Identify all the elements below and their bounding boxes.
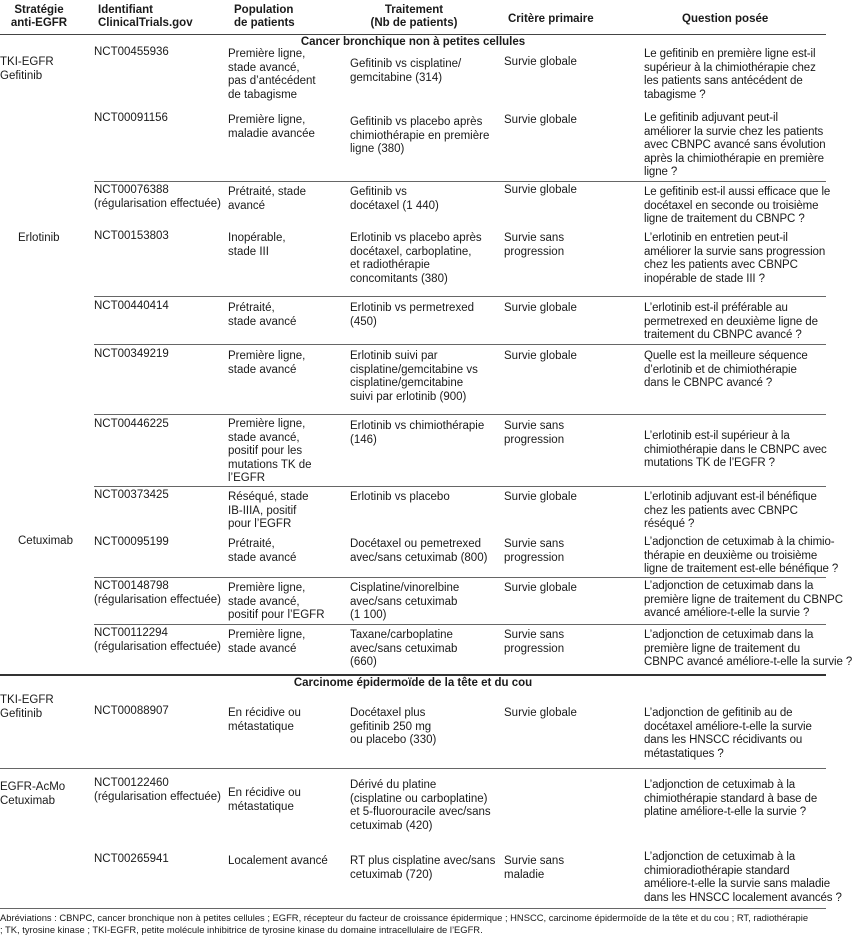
patient-population: Localement avancé	[228, 855, 328, 867]
treatment: Gefitinib vs docétaxel (1 440)	[350, 186, 439, 212]
trial-id: NCT00455936	[94, 46, 169, 58]
strategy-label: Erlotinib	[18, 232, 60, 244]
primary-endpoint: Survie globale	[504, 56, 577, 68]
primary-endpoint: Survie sans progression	[504, 629, 565, 655]
row-divider	[94, 344, 826, 345]
trial-id: NCT00088907	[94, 705, 169, 717]
research-question: L’erlotinib adjuvant est-il bénéfique chez les patients avec CBNPC réséqué ?	[644, 491, 817, 531]
primary-endpoint: Survie sans progression	[504, 538, 565, 564]
patient-population: Prétraité, stade avancé	[228, 186, 306, 212]
trial-id: NCT00153803	[94, 230, 169, 242]
treatment: Taxane/carboplatine avec/sans cetuximab (660)	[350, 629, 458, 669]
header-strategy: Stratégie anti-EGFR	[10, 4, 68, 29]
header-population: Population de patients	[234, 4, 295, 29]
patient-population: En récidive ou métastatique	[228, 787, 301, 813]
row-divider	[94, 414, 826, 415]
row-divider	[94, 486, 826, 487]
header-question: Question posée	[682, 13, 769, 25]
row-divider	[94, 624, 826, 625]
treatment: Gefitinib vs cisplatine/ gemcitabine (314)	[350, 58, 462, 84]
patient-population: Première ligne, stade avancé, pas d’antécédent de tabagisme	[228, 48, 316, 101]
footnote: Abréviations : CBNPC, cancer bronchique non à petites cellules ; EGFR, récepteur du facteur de croissance épidermique ; HNSCC, carcinome épidermoïde de la tête et du cou ; RT, radiothérapie ; TK, tyrosine kinase ; TKI-EGFR, petite molécule inhibitrice de tyrosine kinase du domaine intracellulaire de l’EGFR.	[0, 908, 826, 936]
treatment: Docétaxel ou pemetrexed avec/sans cetuximab (800)	[350, 538, 488, 564]
trial-id: NCT00373425	[94, 489, 169, 501]
patient-population: Première ligne, stade avancé, positif pour l’EGFR	[228, 582, 325, 622]
strategy-label: TKI-EGFR Gefitinib	[0, 694, 54, 720]
strategy-label: Cetuximab	[18, 535, 73, 547]
row-divider	[94, 577, 826, 578]
primary-endpoint: Survie sans progression	[504, 420, 565, 446]
research-question: Quelle est la meilleure séquence d’erlotinib et de chimiothérapie dans le CBNPC avancé ?	[644, 350, 808, 390]
treatment: Dérivé du platine (cisplatine ou carboplatine) et 5-fluorouracile avec/sans cetuximab (420)	[350, 779, 491, 832]
research-question: L’erlotinib en entretien peut-il améliorer la survie sans progression chez les patients avec CBNPC inopérable de stade III ?	[644, 232, 826, 285]
strategy-label: EGFR-AcMo Cetuximab	[0, 781, 66, 807]
treatment: Erlotinib suivi par cisplatine/gemcitabine vs cisplatine/gemcitabine suivi par erlotinib (900)	[350, 350, 478, 403]
treatment: Erlotinib vs permetrexed (450)	[350, 302, 474, 328]
strategy-label: TKI-EGFR Gefitinib	[0, 56, 54, 82]
trial-id: NCT00440414	[94, 300, 169, 312]
research-question: L’adjonction de cetuximab à la chimiothérapie standard à base de platine améliore-t-elle la survie ?	[644, 779, 818, 819]
patient-population: Prétraité, stade avancé	[228, 538, 297, 564]
primary-endpoint: Survie globale	[504, 184, 577, 196]
trial-id: NCT00095199	[94, 536, 169, 548]
header-identifier: Identifiant ClinicalTrials.gov	[98, 4, 193, 29]
trial-id: NCT00446225	[94, 418, 169, 430]
primary-endpoint: Survie globale	[504, 302, 577, 314]
primary-endpoint: Survie globale	[504, 707, 577, 719]
research-question: L’adjonction de cetuximab dans la première ligne de traitement du CBNPC avancé améliore-t-elle la survie ?	[644, 629, 852, 669]
patient-population: Première ligne, stade avancé	[228, 629, 306, 655]
research-question: Le gefitinib en première ligne est-il supérieur à la chimiothérapie chez les patients sans antécédent de tabagisme ?	[644, 48, 816, 101]
treatment: Docétaxel plus gefitinib 250 mg ou placebo (330)	[350, 707, 437, 747]
treatment: Gefitinib vs placebo après chimiothérapie en première ligne (380)	[350, 116, 490, 156]
section-title: Cancer bronchique non à petites cellules	[300, 36, 526, 48]
section-title: Carcinome épidermoïde de la tête et du cou	[293, 677, 533, 689]
treatment: Erlotinib vs placebo après docétaxel, carboplatine, et radiothérapie concomitants (380)	[350, 232, 482, 285]
research-question: Le gefitinib adjuvant peut-il améliorer la survie chez les patients avec CBNPC avancé sans évolution après la chimiothérapie en première ligne ?	[644, 112, 826, 179]
primary-endpoint: Survie sans progression	[504, 232, 565, 258]
row-divider	[94, 296, 826, 297]
trial-id: NCT00112294 (régularisation effectuée)	[94, 627, 221, 653]
patient-population: Réséqué, stade IB-IIIA, positif pour l’EGFR	[228, 491, 309, 531]
research-question: L’adjonction de gefitinib au de docétaxel améliore-t-elle la survie dans les HNSCC récidivants ou métastatiques ?	[644, 707, 812, 760]
section-divider	[0, 674, 826, 676]
patient-population: Première ligne, stade avancé	[228, 350, 306, 376]
primary-endpoint: Survie globale	[504, 582, 577, 594]
research-question: L’erlotinib est-il supérieur à la chimiothérapie dans le CBNPC avec mutations TK de l’EGFR ?	[644, 430, 827, 470]
patient-population: Prétraité, stade avancé	[228, 302, 297, 328]
patient-population: Première ligne, stade avancé, positif pour les mutations TK de l’EGFR	[228, 418, 312, 485]
patient-population: Première ligne, maladie avancée	[228, 114, 315, 140]
header-treatment: Traitement (Nb de patients)	[370, 4, 458, 29]
treatment: Erlotinib vs chimiothérapie (146)	[350, 420, 485, 446]
patient-population: Inopérable, stade III	[228, 232, 286, 258]
treatment: Erlotinib vs placebo	[350, 491, 450, 503]
research-question: L’adjonction de cetuximab dans la première ligne de traitement du CBNPC avancé améliore-t-elle la survie ?	[644, 580, 843, 620]
treatment: RT plus cisplatine avec/sans cetuximab (720)	[350, 855, 496, 881]
research-question: L’adjonction de cetuximab à la chimioradiothérapie standard améliore-t-elle la survie sans maladie dans les HNSCC localement avancés ?	[644, 851, 842, 904]
primary-endpoint: Survie globale	[504, 491, 577, 503]
research-question: L’adjonction de cetuximab à la chimio- thérapie en deuxième ou troisième ligne de traitement est-elle bénéfique ?	[644, 536, 839, 576]
table-header	[0, 0, 826, 35]
group-divider	[0, 768, 826, 769]
trial-id: NCT00265941	[94, 853, 169, 865]
trial-id: NCT00122460 (régularisation effectuée)	[94, 777, 221, 803]
patient-population: En récidive ou métastatique	[228, 707, 301, 733]
trial-id: NCT00091156	[94, 112, 168, 124]
primary-endpoint: Survie globale	[504, 114, 577, 126]
treatment: Cisplatine/vinorelbine avec/sans cetuximab (1 100)	[350, 582, 460, 622]
primary-endpoint: Survie sans maladie	[504, 855, 565, 881]
header-endpoint: Critère primaire	[508, 13, 594, 25]
research-question: L’erlotinib est-il préférable au permetrexed en deuxième ligne de traitement du CBNPC avancé ?	[644, 302, 818, 342]
trial-id: NCT00076388 (régularisation effectuée)	[94, 184, 221, 210]
trial-id: NCT00349219	[94, 348, 169, 360]
research-question: Le gefitinib est-il aussi efficace que le docétaxel en seconde ou troisième ligne de traitement du CBNPC ?	[644, 186, 831, 226]
row-divider	[94, 181, 826, 182]
primary-endpoint: Survie globale	[504, 350, 577, 362]
trial-id: NCT00148798 (régularisation effectuée)	[94, 580, 221, 606]
